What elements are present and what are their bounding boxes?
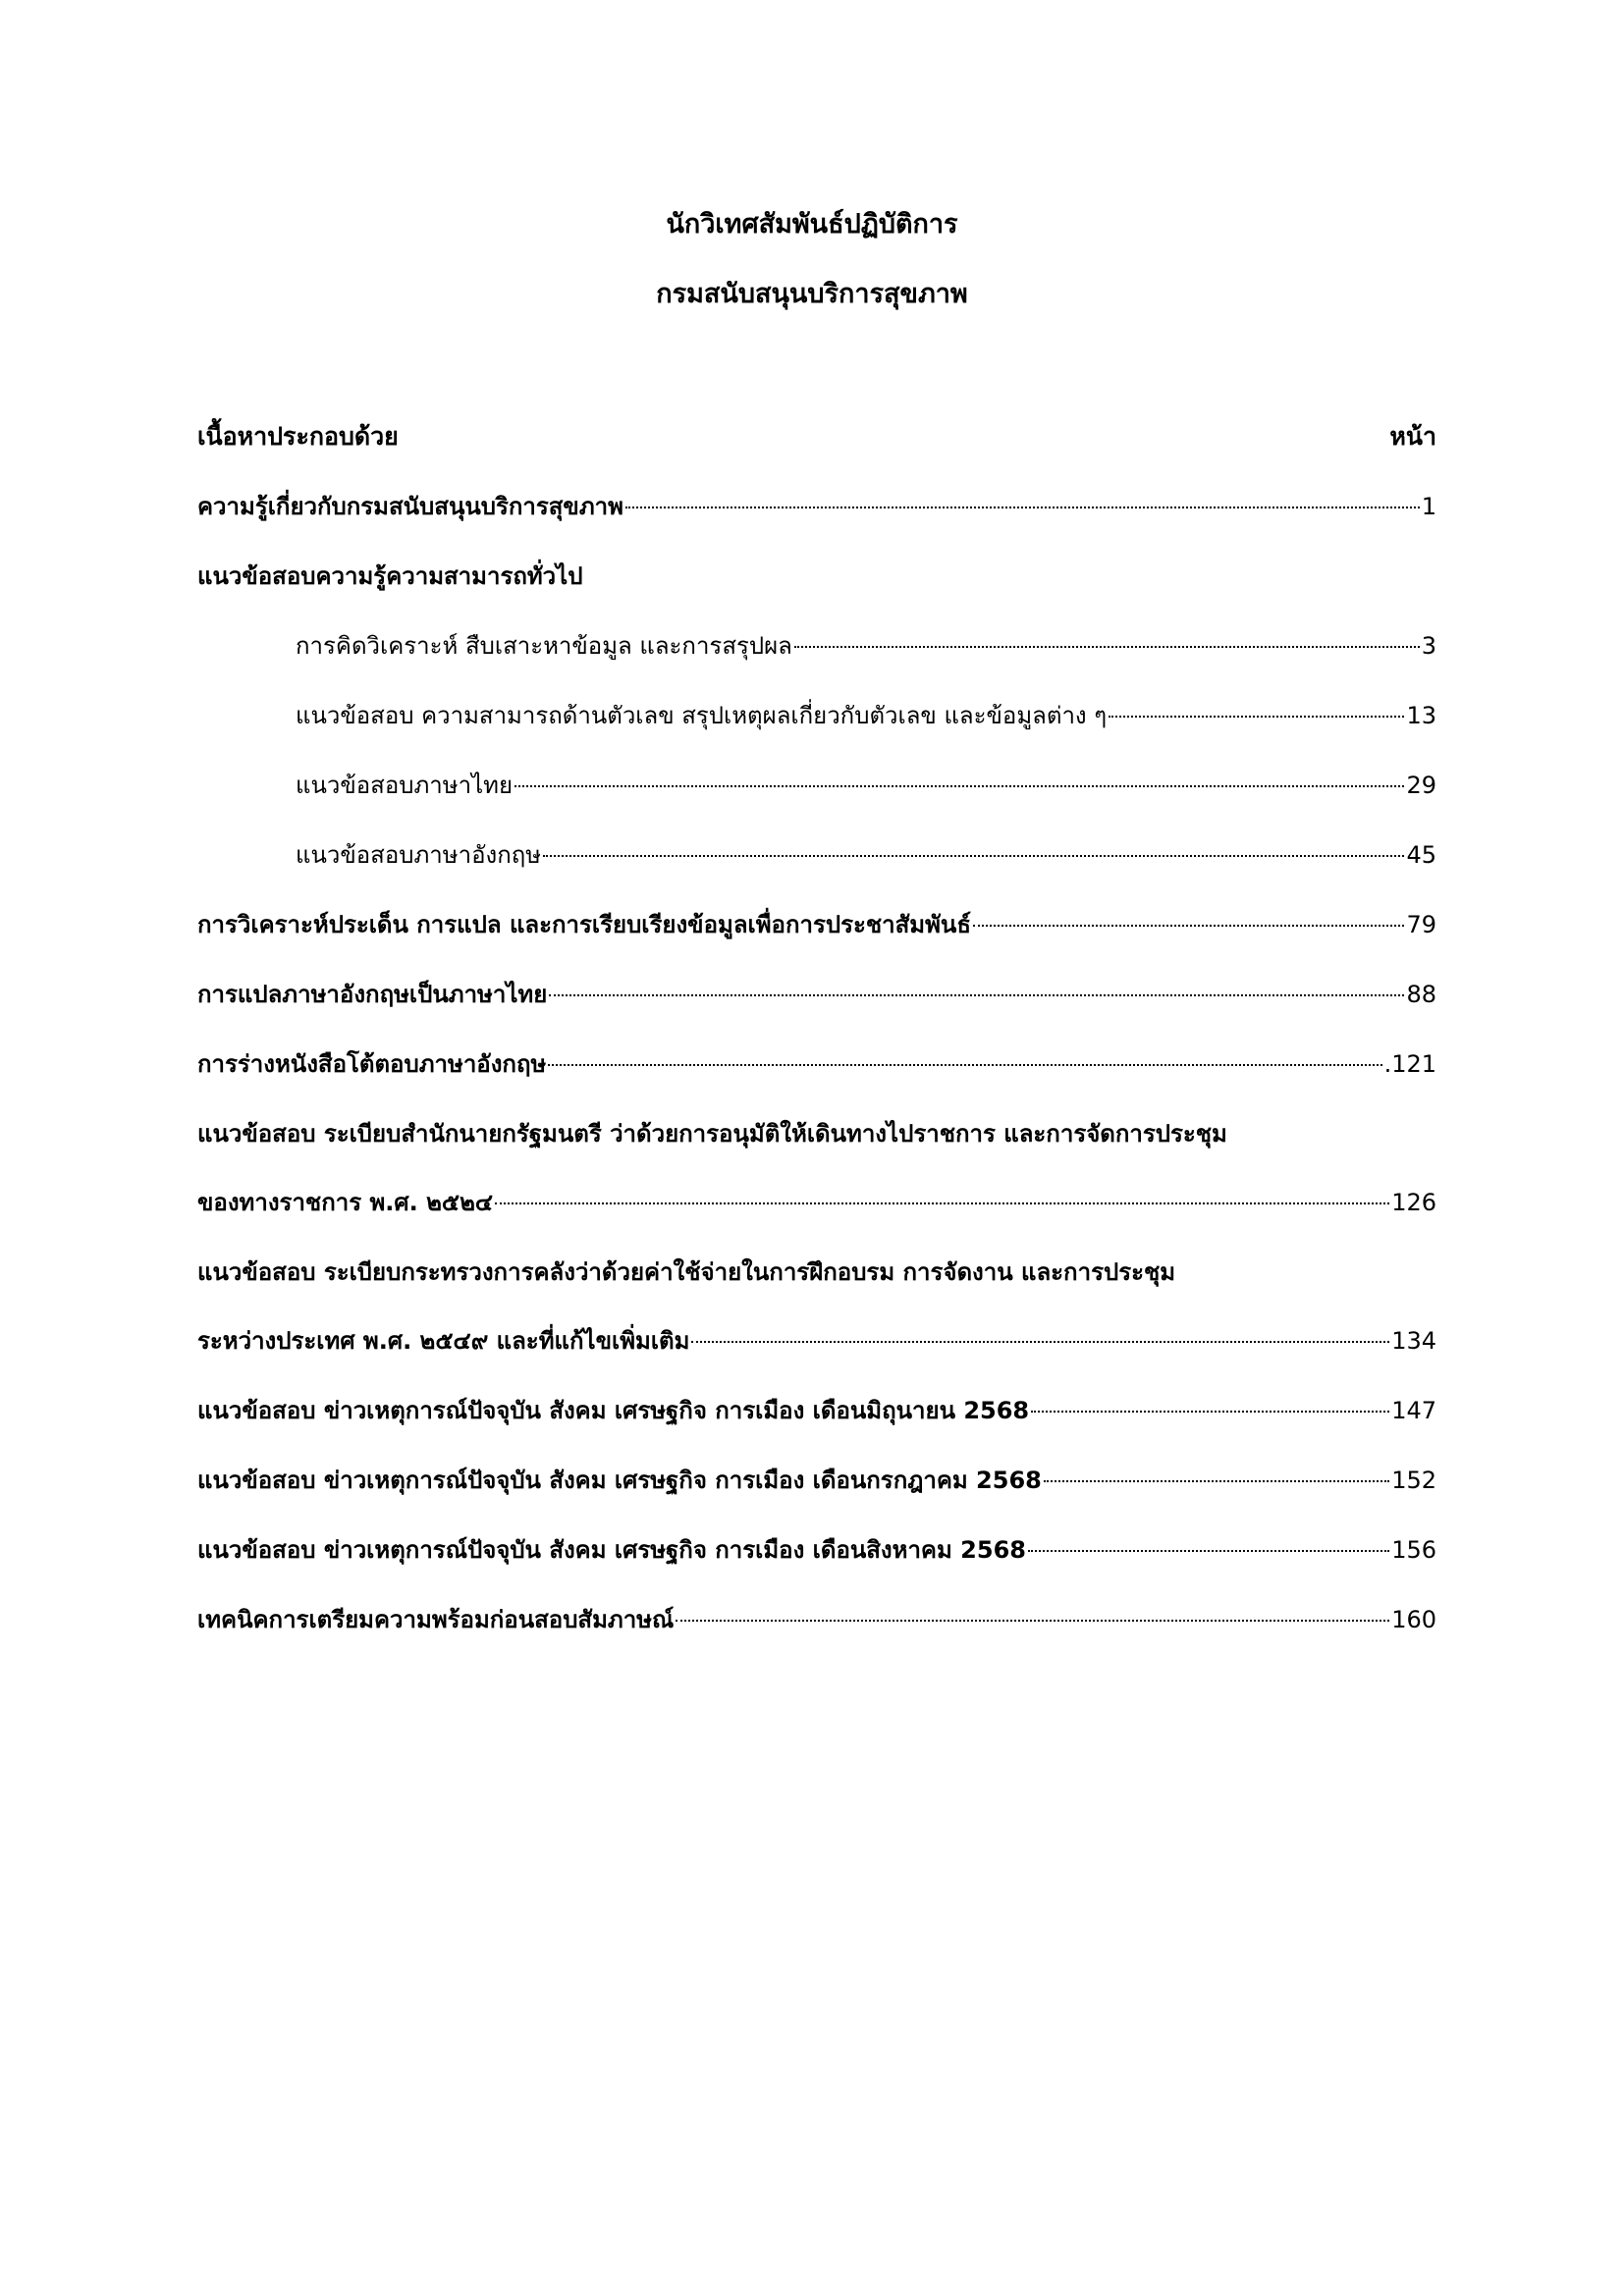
- toc-entry-page: 13: [1406, 702, 1436, 729]
- toc-header: [197, 417, 1436, 456]
- toc-entry-label: ของทางราชการ พ.ศ. ๒๕๒๔: [197, 1189, 494, 1216]
- document-title: นักวิเทศสัมพันธ์ปฏิบัติการ: [666, 209, 958, 240]
- toc-leader-dots: [1109, 716, 1404, 718]
- toc-entry-label: การคิดวิเคราะห์ สืบเสาะหาข้อมูล และการสรุปผล: [296, 632, 792, 660]
- toc-entry-label: แนวข้อสอบภาษาไทย: [296, 772, 514, 799]
- toc-subentry: [197, 626, 1436, 666]
- toc-entry-page: 29: [1406, 772, 1436, 799]
- toc-entry-label: แนวข้อสอบความรู้ความสามารถทั่วไป: [197, 562, 583, 590]
- toc-entry: [197, 1530, 1436, 1570]
- toc-entry-page: 134: [1391, 1327, 1436, 1355]
- toc-entry-line1: [197, 1253, 1436, 1292]
- table-of-contents: [197, 417, 1436, 1639]
- toc-leader-dots: [514, 785, 1404, 787]
- toc-entry-page: 160: [1391, 1606, 1436, 1633]
- toc-entry: [197, 905, 1436, 944]
- toc-entry: [197, 1600, 1436, 1639]
- toc-entry: [197, 1044, 1436, 1084]
- document-subtitle: กรมสนับสนุนบริการสุขภาพ: [656, 279, 968, 309]
- toc-leader-dots: [1031, 1411, 1389, 1413]
- toc-entry-label: แนวข้อสอบ ข่าวเหตุการณ์ปัจจุบัน สังคม เศรษฐกิจ การเมือง เดือนสิงหาคม 2568: [197, 1536, 1026, 1564]
- toc-page-heading: หน้า: [1389, 422, 1436, 451]
- toc-entry: [197, 487, 1436, 526]
- toc-leader-dots: [973, 925, 1404, 927]
- toc-subentry: [197, 766, 1436, 805]
- toc-entry-page: 3: [1421, 632, 1436, 660]
- toc-leader-dots: [549, 994, 1404, 996]
- toc-leader-dots: [625, 507, 1420, 508]
- toc-entry-page: 147: [1391, 1397, 1436, 1424]
- toc-section-heading: [197, 557, 1436, 596]
- toc-leader-dots: [794, 646, 1420, 648]
- toc-entry-label: แนวข้อสอบ ความสามารถด้านตัวเลข สรุปเหตุผลเกี่ยวกับตัวเลข และข้อมูลต่าง ๆ: [296, 702, 1108, 729]
- toc-entry: [197, 1461, 1436, 1500]
- toc-entry-page: 1: [1421, 493, 1436, 520]
- toc-entry-page: 152: [1391, 1467, 1436, 1494]
- toc-entry-line1: [197, 1114, 1436, 1153]
- toc-entry-page: 79: [1406, 911, 1436, 938]
- toc-entry: [197, 975, 1436, 1014]
- toc-entry-label: เทคนิคการเตรียมความพร้อมก่อนสอบสัมภาษณ์: [197, 1606, 675, 1633]
- toc-subentry: [197, 696, 1436, 735]
- toc-leader-dots: [676, 1620, 1389, 1622]
- toc-leader-dots: [691, 1341, 1389, 1343]
- toc-entry-label: ความรู้เกี่ยวกับกรมสนับสนุนบริการสุขภาพ: [197, 493, 623, 520]
- toc-entry-page: 126: [1391, 1189, 1436, 1216]
- toc-leader-dots: [1028, 1550, 1389, 1552]
- toc-heading: เนื้อหาประกอบด้วย: [197, 422, 399, 451]
- toc-entry-label: การร่างหนังสือโต้ตอบภาษาอังกฤษ: [197, 1050, 547, 1078]
- toc-leader-dots: [495, 1202, 1389, 1204]
- toc-entry-line2: [197, 1321, 1436, 1361]
- toc-leader-dots: [1044, 1480, 1389, 1482]
- toc-entry-page: 156: [1391, 1536, 1436, 1564]
- toc-leader-dots: [548, 1064, 1381, 1066]
- toc-entry-page: .121: [1383, 1050, 1436, 1078]
- toc-subentry: [197, 835, 1436, 875]
- toc-entry-label: การแปลภาษาอังกฤษเป็นภาษาไทย: [197, 981, 548, 1008]
- toc-entry-label: แนวข้อสอบ ระเบียบกระทรวงการคลังว่าด้วยค่าใช้จ่ายในการฝึกอบรม การจัดงาน และการประชุม: [197, 1258, 1176, 1286]
- toc-entry: [197, 1391, 1436, 1430]
- toc-entry-label: แนวข้อสอบ ข่าวเหตุการณ์ปัจจุบัน สังคม เศรษฐกิจ การเมือง เดือนกรกฎาคม 2568: [197, 1467, 1042, 1494]
- toc-entry-page: 88: [1406, 981, 1436, 1008]
- toc-entry-label: แนวข้อสอบภาษาอังกฤษ: [296, 841, 542, 869]
- toc-entry-line2: [197, 1183, 1436, 1222]
- toc-entry-label: แนวข้อสอบ ข่าวเหตุการณ์ปัจจุบัน สังคม เศรษฐกิจ การเมือง เดือนมิถุนายน 2568: [197, 1397, 1030, 1424]
- toc-entry-label: ระหว่างประเทศ พ.ศ. ๒๕๔๙ และที่แก้ไขเพิ่มเติม: [197, 1327, 690, 1355]
- toc-entry-label: การวิเคราะห์ประเด็น การแปล และการเรียบเรียงข้อมูลเพื่อการประชาสัมพันธ์: [197, 911, 971, 938]
- toc-entry-page: 45: [1406, 841, 1436, 869]
- toc-leader-dots: [543, 855, 1404, 857]
- toc-entry-label: แนวข้อสอบ ระเบียบสำนักนายกรัฐมนตรี ว่าด้วยการอนุมัติให้เดินทางไปราชการ และการจัดการประชุม: [197, 1120, 1227, 1148]
